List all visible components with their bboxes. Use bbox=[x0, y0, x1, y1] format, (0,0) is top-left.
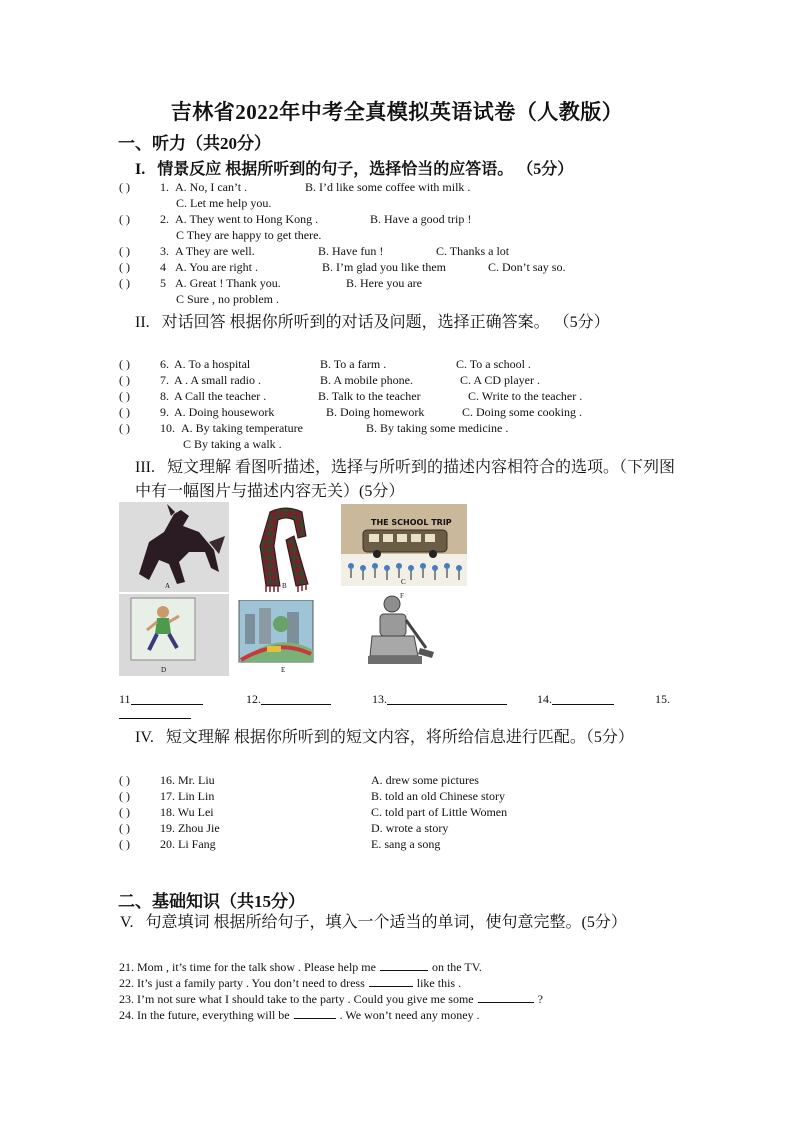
school-bus-icon bbox=[341, 504, 467, 586]
match-option: E. sang a song bbox=[371, 837, 441, 851]
option-a: A. They went to Hong Kong . bbox=[175, 212, 319, 226]
question-row bbox=[0, 244, 794, 260]
matching-row bbox=[0, 837, 794, 853]
option-b: B. Have fun ! bbox=[318, 244, 384, 258]
person-name: 19. Zhou Jie bbox=[160, 821, 220, 835]
part-1-roman: I. bbox=[135, 161, 146, 178]
option-a: A Call the teacher . bbox=[174, 389, 267, 403]
answer-bracket[interactable]: ( ) bbox=[119, 389, 130, 403]
picture-b bbox=[250, 506, 322, 592]
answer-blank-13[interactable]: 13. bbox=[372, 692, 387, 707]
blank-line bbox=[131, 692, 203, 705]
match-option: C. told part of Little Women bbox=[371, 805, 508, 819]
option-a: A. By taking temperature bbox=[181, 421, 303, 435]
running-boy-icon bbox=[119, 594, 229, 676]
matching-row bbox=[0, 805, 794, 821]
matching-row bbox=[0, 789, 794, 805]
fill-in-sentence bbox=[119, 990, 543, 1007]
question-row bbox=[0, 389, 794, 405]
option-b: B. Doing homework bbox=[326, 405, 425, 419]
question-row bbox=[0, 405, 794, 421]
question-number: 5 bbox=[160, 276, 166, 290]
match-option: B. told an old Chinese story bbox=[371, 789, 505, 803]
part-5-heading bbox=[120, 912, 676, 934]
answer-blank-15-line[interactable] bbox=[119, 706, 191, 719]
horse-icon bbox=[119, 502, 229, 592]
picture-a bbox=[119, 502, 229, 592]
question-row bbox=[0, 212, 794, 228]
sentence-text: . We won’t need any money . bbox=[339, 1008, 480, 1022]
question-number: 8. bbox=[160, 389, 169, 403]
question-row-continued bbox=[0, 292, 794, 308]
picture-c bbox=[341, 504, 467, 586]
part-5-roman: V. bbox=[120, 914, 134, 931]
part-2-roman: II. bbox=[135, 314, 150, 331]
question-number: 1. bbox=[160, 180, 169, 194]
part-3-heading bbox=[135, 456, 675, 504]
answer-blank-14[interactable]: 14. bbox=[537, 692, 552, 707]
question-row bbox=[0, 276, 794, 292]
picture-e bbox=[237, 600, 317, 676]
option-b: B. Have a good trip ! bbox=[370, 212, 472, 226]
matching-row bbox=[0, 821, 794, 837]
answer-blank-15[interactable]: 15. bbox=[655, 692, 670, 706]
sentence-text: on the TV. bbox=[431, 960, 482, 974]
answer-bracket[interactable]: ( ) bbox=[119, 373, 130, 387]
fill-in-sentence bbox=[119, 974, 461, 991]
part-1-instruction: 情景反应 根据所听到的句子，选择恰当的应答语。 （5分） bbox=[157, 161, 574, 178]
answer-bracket[interactable]: ( ) bbox=[119, 837, 130, 851]
option-a: A. Great ! Thank you. bbox=[175, 276, 281, 290]
answer-blank[interactable] bbox=[369, 974, 413, 987]
blank-line bbox=[261, 692, 331, 705]
answer-bracket[interactable]: ( ) bbox=[119, 276, 130, 290]
answer-bracket[interactable]: ( ) bbox=[119, 805, 130, 819]
part-4-roman: IV. bbox=[135, 729, 154, 746]
option-b: B. By taking some medicine . bbox=[366, 421, 509, 435]
answer-bracket[interactable]: ( ) bbox=[119, 405, 130, 419]
blank-line bbox=[387, 692, 507, 705]
answer-bracket[interactable]: ( ) bbox=[119, 180, 130, 194]
question-row-continued bbox=[0, 228, 794, 244]
section-heading-basic-knowledge: 二、基础知识（共15分） bbox=[118, 892, 305, 911]
sentence-text: 22. It’s just a family party . You don’t need to dress bbox=[119, 976, 365, 990]
answer-bracket[interactable]: ( ) bbox=[119, 212, 130, 226]
answer-bracket[interactable]: ( ) bbox=[119, 357, 130, 371]
part-3-roman: III. bbox=[135, 459, 155, 476]
part-3-instruction: 短文理解 看图听描述，选择与所听到的描述内容相符合的选项。（下列图中有一幅图片与描述内容无关）(5分） bbox=[135, 459, 675, 500]
answer-blank[interactable] bbox=[294, 1006, 336, 1019]
part-4-instruction: 短文理解 根据你所听到的短文内容，将所给信息进行匹配。（5分） bbox=[165, 729, 634, 746]
part-2-instruction: 对话回答 根据你所听到的对话及问题，选择正确答案。 （5分） bbox=[161, 314, 610, 331]
picture-c-caption: THE SCHOOL TRIP bbox=[371, 518, 452, 527]
option-a: A. You are right . bbox=[175, 260, 258, 274]
option-a: A They are well. bbox=[175, 244, 255, 258]
question-number: 2. bbox=[160, 212, 169, 226]
option-c: C. Write to the teacher . bbox=[468, 389, 583, 403]
question-number: 10. bbox=[160, 421, 175, 435]
picture-d bbox=[119, 594, 229, 676]
question-number: 3. bbox=[160, 244, 169, 258]
answer-bracket[interactable]: ( ) bbox=[119, 821, 130, 835]
blank-line bbox=[552, 692, 614, 705]
scarf-icon bbox=[250, 506, 322, 592]
option-c: C. Doing some cooking . bbox=[462, 405, 582, 419]
option-c: C. A CD player . bbox=[460, 373, 540, 387]
part-2-heading bbox=[135, 312, 675, 334]
answer-blank-11[interactable]: 11 bbox=[119, 692, 131, 707]
answer-blank[interactable] bbox=[380, 958, 428, 971]
answer-bracket[interactable]: ( ) bbox=[119, 244, 130, 258]
option-a: A. Doing housework bbox=[174, 405, 275, 419]
option-c: C By taking a walk . bbox=[183, 437, 282, 451]
option-c: C Sure , no problem . bbox=[176, 292, 279, 306]
option-a: A . A small radio . bbox=[174, 373, 261, 387]
sentence-text: 23. I’m not sure what I should take to the party . Could you give me some bbox=[119, 992, 474, 1006]
answer-bracket[interactable]: ( ) bbox=[119, 260, 130, 274]
sentence-text: ? bbox=[537, 992, 543, 1006]
option-b: B. Here you are bbox=[346, 276, 422, 290]
option-b: B. I’m glad you like them bbox=[322, 260, 446, 274]
question-row bbox=[0, 260, 794, 276]
question-row-continued bbox=[0, 196, 794, 212]
person-name: 17. Lin Lin bbox=[160, 789, 215, 803]
question-row bbox=[0, 357, 794, 373]
person-name: 16. Mr. Liu bbox=[160, 773, 215, 787]
option-b: B. I’d like some coffee with milk . bbox=[305, 180, 471, 194]
fill-in-sentence bbox=[119, 958, 482, 975]
person-name: 20. Li Fang bbox=[160, 837, 216, 851]
option-a: A. No, I can’t . bbox=[175, 180, 248, 194]
page-title: 吉林省2022年中考全真模拟英语试卷（人教版） bbox=[170, 100, 624, 124]
picture-c-label: C bbox=[401, 578, 406, 586]
option-c: C. Thanks a lot bbox=[436, 244, 510, 258]
picture-d-label: D bbox=[161, 666, 167, 674]
question-number: 6. bbox=[160, 357, 169, 371]
person-name: 18. Wu Lei bbox=[160, 805, 214, 819]
picture-e-label: E bbox=[281, 666, 286, 674]
answer-blank-12[interactable]: 12. bbox=[246, 692, 261, 707]
sentence-text: 24. In the future, everything will be bbox=[119, 1008, 290, 1022]
city-road-icon bbox=[237, 600, 317, 676]
question-number: 9. bbox=[160, 405, 169, 419]
question-row bbox=[0, 180, 794, 196]
answer-bracket[interactable]: ( ) bbox=[119, 773, 130, 787]
section-heading-listening: 一、听力（共20分） bbox=[118, 134, 271, 153]
matching-row bbox=[0, 773, 794, 789]
option-c: C. Don’t say so. bbox=[488, 260, 566, 274]
option-b: B. To a farm . bbox=[320, 357, 387, 371]
option-b: B. A mobile phone. bbox=[320, 373, 413, 387]
question-row bbox=[0, 421, 794, 437]
sentence-text: 21. Mom , it’s time for the talk show . Please help me bbox=[119, 960, 376, 974]
answer-bracket[interactable]: ( ) bbox=[119, 789, 130, 803]
match-option: A. drew some pictures bbox=[371, 773, 479, 787]
part-5-instruction: 句意填词 根据所给句子，填入一个适当的单词，使句意完整。(5分） bbox=[145, 914, 627, 931]
question-row-continued bbox=[0, 437, 794, 453]
option-c: C They are happy to get there. bbox=[176, 228, 322, 242]
answer-bracket[interactable]: ( ) bbox=[119, 421, 130, 435]
option-c: C. To a school . bbox=[456, 357, 531, 371]
question-number: 7. bbox=[160, 373, 169, 387]
option-a: A. To a hospital bbox=[174, 357, 251, 371]
answer-blank[interactable] bbox=[478, 990, 534, 1003]
option-b: B. Talk to the teacher bbox=[318, 389, 421, 403]
match-option: D. wrote a story bbox=[371, 821, 449, 835]
picture-f bbox=[362, 590, 436, 678]
part-1-heading bbox=[135, 156, 573, 179]
part-4-heading bbox=[135, 726, 675, 750]
picture-a-label: A bbox=[165, 582, 171, 590]
question-row bbox=[0, 373, 794, 389]
fill-in-sentence bbox=[119, 1006, 480, 1023]
robot-vacuum-icon bbox=[362, 590, 436, 678]
question-number: 4 bbox=[160, 260, 166, 274]
sentence-text: like this . bbox=[416, 976, 462, 990]
picture-b-label: B bbox=[282, 582, 287, 590]
option-c: C. Let me help you. bbox=[176, 196, 272, 210]
picture-f-label: F bbox=[400, 592, 404, 600]
